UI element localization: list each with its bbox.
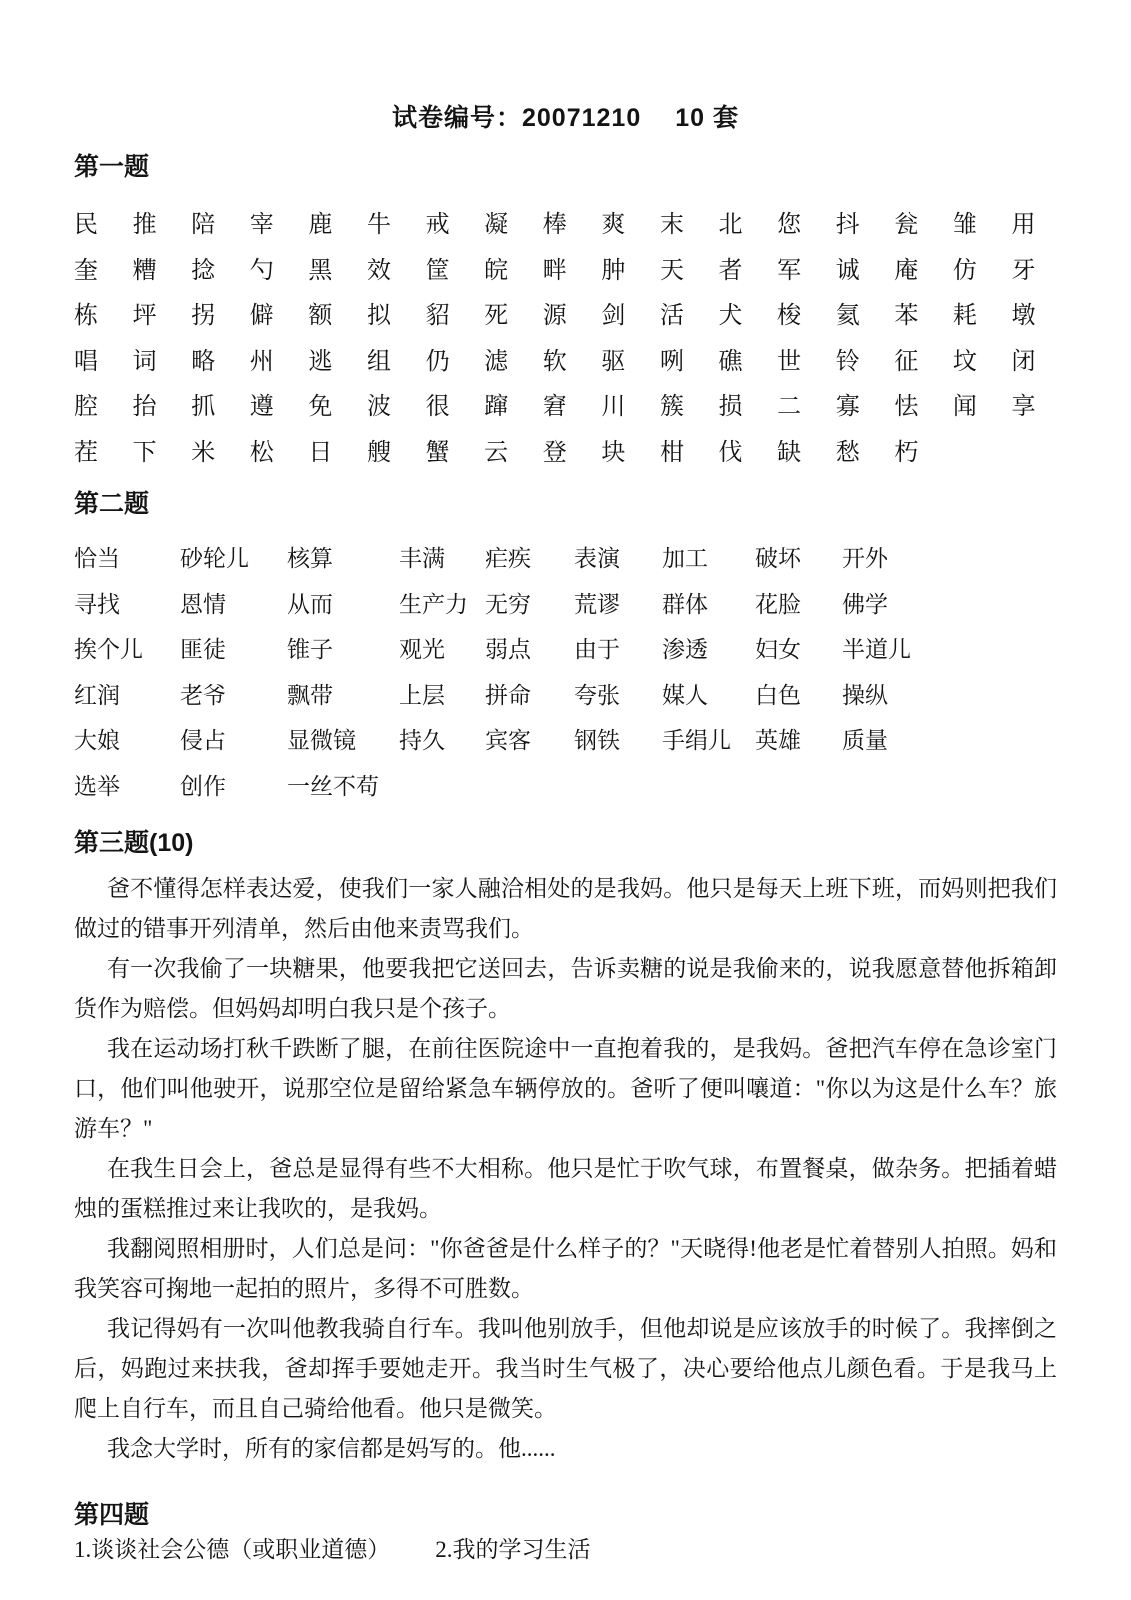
character-cell: 下 [132, 439, 157, 466]
word-cell: 上层 [399, 682, 445, 708]
word-cell: 疟疾 [485, 546, 531, 572]
character-cell: 墩 [1011, 303, 1036, 330]
word-cell: 半道儿 [842, 637, 911, 663]
character-cell: 二 [777, 394, 802, 421]
character-cell: 北 [718, 212, 743, 239]
word-cell: 显微镜 [287, 728, 356, 754]
character-cell: 窘 [542, 394, 567, 421]
character-cell: 黑 [308, 257, 333, 284]
character-cell: 云 [484, 439, 509, 466]
word-cell: 破坏 [755, 546, 801, 572]
character-cell: 仍 [425, 348, 450, 375]
character-cell: 波 [366, 394, 391, 421]
exam-number: 试卷编号：20071210 [392, 104, 642, 132]
character-cell: 松 [249, 439, 274, 466]
character-cell: 日 [308, 439, 333, 466]
character-cell: 略 [191, 348, 216, 375]
character-cell: 效 [366, 257, 391, 284]
character-cell: 推 [132, 212, 157, 239]
word-cell: 佛学 [842, 591, 888, 617]
word-cell: 加工 [662, 546, 708, 572]
character-cell: 寡 [835, 394, 860, 421]
reading-passage [74, 869, 1057, 1469]
word-cell: 红润 [74, 682, 120, 708]
character-cell: 宰 [249, 212, 274, 239]
word-cell: 锥子 [287, 637, 333, 663]
word-cell: 宾客 [485, 728, 531, 754]
character-cell: 茬 [74, 439, 98, 466]
page-title [74, 98, 1057, 134]
character-cell: 诚 [835, 257, 860, 284]
character-cell: 棒 [542, 212, 567, 239]
character-cell: 者 [718, 257, 743, 284]
character-cell: 戒 [425, 212, 450, 239]
paragraph: 有一次我偷了一块糖果，他要我把它送回去，告诉卖糖的说是我偷来的，说我愿意替他拆箱卸货作为赔偿。但妈妈却明白我只是个孩子。 [74, 956, 1057, 1021]
paragraph: 爸不懂得怎样表达爱，使我们一家人融洽相处的是我妈。他只是每天上班下班，而妈则把我们做过的错事开列清单，然后由他来责骂我们。 [74, 876, 1057, 941]
character-cell: 缺 [777, 439, 802, 466]
character-cell: 筐 [425, 257, 450, 284]
character-cell: 腔 [74, 394, 98, 421]
character-cell: 组 [366, 348, 391, 375]
character-cell: 驱 [601, 348, 626, 375]
section2-heading: 第二题 [74, 490, 150, 518]
char-row [74, 427, 1057, 473]
character-cell: 用 [1011, 212, 1036, 239]
character-cell: 艘 [366, 439, 391, 466]
character-cell: 拐 [191, 303, 216, 330]
paragraph: 我翻阅照相册时，人们总是问："你爸爸是什么样子的？"天晓得!他老是忙着替别人拍照。妈和我笑容可掬地一起拍的照片，多得不可胜数。 [74, 1236, 1057, 1301]
character-cell: 块 [601, 439, 626, 466]
section4-heading: 第四题 [74, 1501, 150, 1529]
word-cell: 选举 [74, 773, 120, 799]
character-cell: 肿 [601, 257, 626, 284]
character-cell: 您 [777, 212, 802, 239]
character-cell: 仿 [952, 257, 977, 284]
word-row [74, 580, 1057, 626]
word-cell: 英雄 [755, 728, 801, 754]
character-cell: 糟 [132, 257, 157, 284]
character-cell: 伐 [718, 439, 743, 466]
word-cell: 观光 [399, 637, 445, 663]
word-cell: 渗透 [662, 637, 708, 663]
word-cell: 丰满 [399, 546, 445, 572]
word-cell: 由于 [574, 637, 620, 663]
word-cell: 钢铁 [574, 728, 620, 754]
character-cell: 军 [777, 257, 802, 284]
character-cell: 凝 [484, 212, 509, 239]
word-cell: 媒人 [662, 682, 708, 708]
character-cell: 州 [249, 348, 274, 375]
word-row [74, 671, 1057, 717]
character-cell: 软 [542, 348, 567, 375]
character-cell: 享 [1011, 394, 1036, 421]
word-cell: 持久 [399, 728, 445, 754]
character-cell: 登 [542, 439, 567, 466]
word-cell: 群体 [662, 591, 708, 617]
word-cell: 妇女 [755, 637, 801, 663]
character-cell: 庵 [894, 257, 919, 284]
character-cell: 民 [74, 212, 98, 239]
character-cell: 免 [308, 394, 333, 421]
character-cell: 蟹 [425, 439, 450, 466]
word-cell: 一丝不苟 [287, 773, 379, 799]
word-cell: 质量 [842, 728, 888, 754]
character-cell: 末 [659, 212, 684, 239]
character-cell: 犬 [718, 303, 743, 330]
character-cell: 源 [542, 303, 567, 330]
character-cell: 世 [777, 348, 802, 375]
word-row [74, 625, 1057, 671]
character-grid [74, 199, 1057, 472]
word-cell: 操纵 [842, 682, 888, 708]
word-cell: 弱点 [485, 637, 531, 663]
word-row [74, 534, 1057, 580]
character-cell: 死 [484, 303, 509, 330]
word-cell: 老爷 [180, 682, 226, 708]
character-cell: 川 [601, 394, 626, 421]
character-cell: 愁 [835, 439, 860, 466]
char-row [74, 245, 1057, 291]
character-cell: 僻 [249, 303, 274, 330]
character-cell: 剑 [601, 303, 626, 330]
character-cell: 蹿 [484, 394, 509, 421]
character-cell: 闭 [1011, 348, 1036, 375]
word-cell: 花脸 [755, 591, 801, 617]
word-cell: 恩情 [180, 591, 226, 617]
word-cell: 侵占 [180, 728, 226, 754]
word-cell: 生产力 [399, 591, 468, 617]
character-cell: 皖 [484, 257, 509, 284]
character-cell: 貂 [425, 303, 450, 330]
character-cell: 簇 [659, 394, 684, 421]
character-cell: 牛 [366, 212, 391, 239]
word-grid [74, 534, 1057, 807]
character-cell: 抓 [191, 394, 216, 421]
paragraph: 我念大学时，所有的家信都是妈写的。他...... [107, 1436, 556, 1461]
character-cell: 很 [425, 394, 450, 421]
character-cell: 耗 [952, 303, 977, 330]
character-cell: 氦 [835, 303, 860, 330]
word-cell: 挨个儿 [74, 637, 143, 663]
character-cell: 米 [191, 439, 216, 466]
essay-topic-1: 1.谈谈社会公德（或职业道德） [74, 1537, 391, 1562]
character-cell: 鹿 [308, 212, 333, 239]
essay-topics [74, 1534, 1057, 1566]
word-cell: 恰当 [74, 546, 120, 572]
char-row [74, 199, 1057, 245]
word-cell: 拼命 [485, 682, 531, 708]
essay-topic-2: 2.我的学习生活 [435, 1537, 591, 1562]
word-cell: 创作 [180, 773, 226, 799]
word-cell: 夸张 [574, 682, 620, 708]
word-cell: 表演 [574, 546, 620, 572]
character-cell: 爽 [601, 212, 626, 239]
character-cell: 咧 [659, 348, 684, 375]
character-cell: 畔 [542, 257, 567, 284]
character-cell: 词 [132, 348, 157, 375]
word-row [74, 716, 1057, 762]
set-count: 10 套 [675, 104, 739, 132]
char-row [74, 290, 1057, 336]
character-cell: 额 [308, 303, 333, 330]
character-cell: 柑 [659, 439, 684, 466]
character-cell: 陪 [191, 212, 216, 239]
word-cell: 核算 [287, 546, 333, 572]
section1-heading: 第一题 [74, 153, 150, 181]
character-cell: 坪 [132, 303, 157, 330]
word-cell: 开外 [842, 546, 888, 572]
character-cell: 抖 [835, 212, 860, 239]
paragraph: 我记得妈有一次叫他教我骑自行车。我叫他别放手，但他却说是应该放手的时候了。我摔倒之后，妈跑过来扶我，爸却挥手要她走开。我当时生气极了，决心要给他点儿颜色看。于是我马上爬上自行车，而且自己骑给他看。他只是微笑。 [74, 1316, 1057, 1421]
word-cell: 匪徒 [180, 637, 226, 663]
paragraph: 在我生日会上，爸总是显得有些不大相称。他只是忙于吹气球，布置餐桌，做杂务。把插着蜡烛的蛋糕推过来让我吹的，是我妈。 [74, 1156, 1057, 1221]
character-cell: 闻 [952, 394, 977, 421]
word-cell: 大娘 [74, 728, 120, 754]
character-cell: 雏 [952, 212, 977, 239]
character-cell: 坟 [952, 348, 977, 375]
character-cell: 捻 [191, 257, 216, 284]
character-cell: 拟 [366, 303, 391, 330]
word-cell: 无穷 [485, 591, 531, 617]
character-cell: 朽 [894, 439, 919, 466]
word-cell: 寻找 [74, 591, 120, 617]
character-cell: 征 [894, 348, 919, 375]
character-cell: 天 [659, 257, 684, 284]
character-cell: 勺 [249, 257, 274, 284]
character-cell: 逃 [308, 348, 333, 375]
word-row [74, 762, 1057, 808]
char-row [74, 381, 1057, 427]
character-cell: 怯 [894, 394, 919, 421]
char-row [74, 336, 1057, 382]
word-cell: 从而 [287, 591, 333, 617]
character-cell: 梭 [777, 303, 802, 330]
character-cell: 抬 [132, 394, 157, 421]
character-cell: 滤 [484, 348, 509, 375]
paragraph: 我在运动场打秋千跌断了腿，在前往医院途中一直抱着我的，是我妈。爸把汽车停在急诊室门口，他们叫他驶开，说那空位是留给紧急车辆停放的。爸听了便叫嚷道："你以为这是什么车？旅游车？" [74, 1036, 1057, 1141]
word-cell: 飘带 [287, 682, 333, 708]
word-cell: 砂轮儿 [180, 546, 249, 572]
word-cell: 手绢儿 [662, 728, 731, 754]
character-cell: 铃 [835, 348, 860, 375]
character-cell: 奎 [74, 257, 98, 284]
character-cell: 礁 [718, 348, 743, 375]
word-cell: 白色 [755, 682, 801, 708]
character-cell: 遵 [249, 394, 274, 421]
character-cell: 牙 [1011, 257, 1036, 284]
character-cell: 苯 [894, 303, 919, 330]
section3-heading: 第三题(10) [74, 829, 194, 857]
character-cell: 活 [659, 303, 684, 330]
word-cell: 荒谬 [574, 591, 620, 617]
character-cell: 损 [718, 394, 743, 421]
character-cell: 瓮 [894, 212, 919, 239]
character-cell: 栋 [74, 303, 98, 330]
character-cell: 唱 [74, 348, 98, 375]
